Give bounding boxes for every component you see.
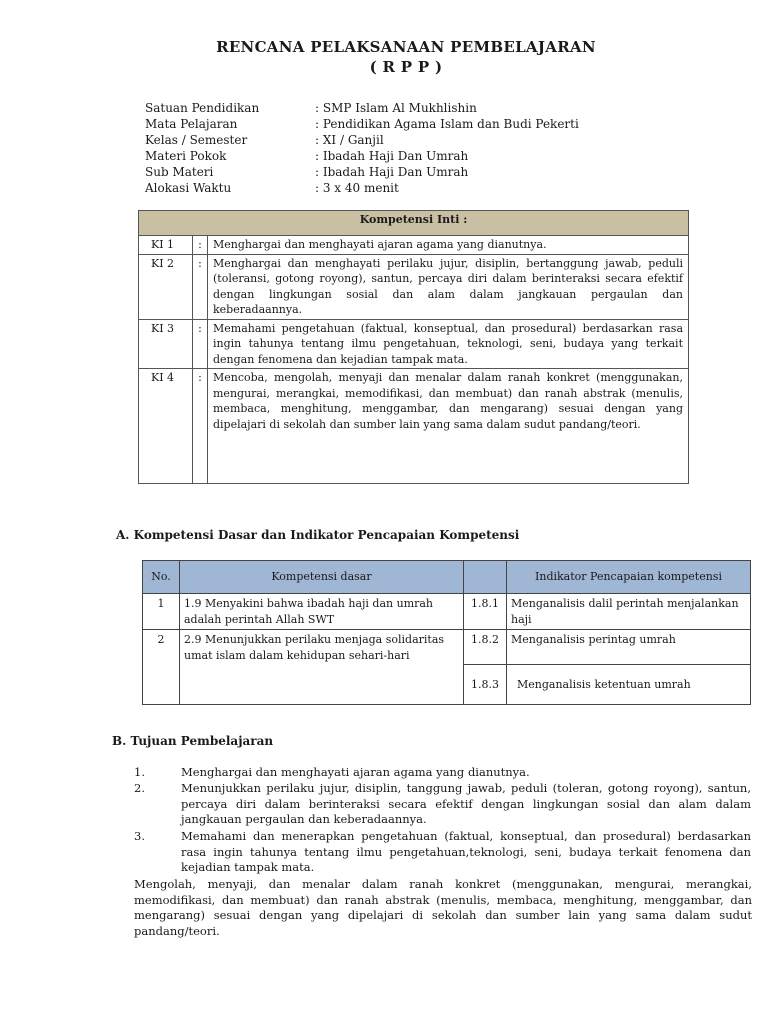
meta-row-sub-materi bbox=[145, 164, 468, 180]
ki-code: KI 3 bbox=[139, 319, 193, 369]
document-subtitle: ( R P P ) bbox=[369, 58, 443, 76]
cell-no: 1 bbox=[143, 594, 180, 630]
ki-colon: : bbox=[193, 236, 208, 255]
section-b-heading: B. Tujuan Pembelajaran bbox=[112, 734, 274, 748]
list-item bbox=[134, 765, 752, 781]
cell-indikator: Menganalisis dalil perintah menjalankan haji bbox=[507, 594, 751, 630]
ki-code: KI 2 bbox=[139, 254, 193, 319]
ki-text: Menghargai dan menghayati ajaran agama yang dianutnya. bbox=[208, 236, 689, 255]
meta-value: : 3 x 40 menit bbox=[315, 181, 399, 195]
cell-kd: 1.9 Menyakini bahwa ibadah haji dan umrah adalah perintah Allah SWT bbox=[180, 594, 464, 630]
meta-value: : Pendidikan Agama Islam dan Budi Pekerti bbox=[315, 117, 579, 131]
meta-label: Alokasi Waktu bbox=[145, 181, 232, 195]
meta-value: : Ibadah Haji Dan Umrah bbox=[315, 149, 469, 163]
list-item bbox=[134, 829, 752, 877]
list-item-text: Menghargai dan menghayati ajaran agama yang dianutnya. bbox=[181, 765, 530, 779]
list-item-number: 1. bbox=[134, 765, 145, 779]
cell-num: 1.8.3 bbox=[464, 665, 507, 705]
tujuan-paragraph: Mengolah, menyaji, dan menalar dalam ranah konkret (menggunakan, mengurai, merangkai, memodifikasi, dan membuat) dan ranah abstrak (menulis, membaca, menghitung, menggambar, dan mengarang) sesuai dengan yang dipelajari di sekolah dan sumber lain yang sama dalam sudut pandang/teori. bbox=[134, 877, 752, 938]
kompetensi-inti-header: Kompetensi Inti : bbox=[139, 211, 689, 236]
meta-label: Satuan Pendidikan bbox=[145, 101, 260, 115]
meta-value: : Ibadah Haji Dan Umrah bbox=[315, 165, 469, 179]
meta-value: : XI / Ganjil bbox=[315, 133, 384, 147]
meta-row-materi-pokok bbox=[145, 148, 468, 164]
ki-colon: : bbox=[193, 254, 208, 319]
meta-label: Sub Materi bbox=[145, 165, 214, 179]
cell-num: 1.8.2 bbox=[464, 630, 507, 665]
table-header-row bbox=[143, 561, 751, 594]
header-no: No. bbox=[143, 561, 180, 594]
header-indikator: Indikator Pencapaian kompetensi bbox=[507, 561, 751, 594]
meta-row-mapel bbox=[145, 116, 579, 132]
table-row bbox=[139, 236, 689, 255]
cell-no: 2 bbox=[143, 630, 180, 705]
ki-colon: : bbox=[193, 319, 208, 369]
table-row bbox=[139, 319, 689, 369]
kompetensi-dasar-table bbox=[142, 560, 751, 705]
document-title: RENCANA PELAKSANAAN PEMBELAJARAN bbox=[216, 38, 596, 56]
meta-label: Kelas / Semester bbox=[145, 133, 248, 147]
cell-kd: 2.9 Menunjukkan perilaku menjaga solidaritas umat islam dalam kehidupan sehari-hari bbox=[180, 630, 464, 705]
table-row bbox=[139, 369, 689, 484]
meta-label: Materi Pokok bbox=[145, 149, 227, 163]
list-item-text: Menunjukkan perilaku jujur, disiplin, tanggung jawab, peduli (toleran, gotong royong), santun, percaya diri dalam berinteraksi secara efektif dengan lingkungan sosial dan alam dalam jangkauan pergaulan dan keberadaannya. bbox=[181, 781, 751, 826]
header-num bbox=[464, 561, 507, 594]
list-item-number: 3. bbox=[134, 829, 145, 843]
kompetensi-inti-table bbox=[138, 210, 689, 484]
ki-text: Mencoba, mengolah, menyaji dan menalar dalam ranah konkret (menggunakan, mengurai, merangkai, memodifikasi, dan membuat) dan ranah abstrak (menulis, membaca, menghitung, menggambar, dan mengarang) sesuai dengan yang dipelajari di sekolah dan sumber lain yang sama dalam sudut pandang/teori. bbox=[208, 369, 689, 484]
table-row bbox=[143, 630, 751, 665]
section-a-heading: A. Kompetensi Dasar dan Indikator Pencapaian Kompetensi bbox=[116, 528, 520, 542]
meta-row-alokasi bbox=[145, 180, 399, 196]
table-row bbox=[139, 254, 689, 319]
ki-text: Memahami pengetahuan (faktual, konseptual, dan prosedural) berdasarkan rasa ingin tahunya tentang ilmu pengetahuan, teknologi, seni, budaya yang terkait dengan fenomena dan kejadian tampak mata. bbox=[208, 319, 689, 369]
list-item bbox=[134, 781, 752, 829]
meta-row-kelas bbox=[145, 132, 384, 148]
meta-row-satuan bbox=[145, 100, 477, 116]
ki-code: KI 1 bbox=[139, 236, 193, 255]
ki-code: KI 4 bbox=[139, 369, 193, 484]
ki-colon: : bbox=[193, 369, 208, 484]
meta-label: Mata Pelajaran bbox=[145, 117, 238, 131]
list-item-number: 2. bbox=[134, 781, 145, 795]
cell-num: 1.8.1 bbox=[464, 594, 507, 630]
meta-value: : SMP Islam Al Mukhlishin bbox=[315, 101, 477, 115]
ki-text: Menghargai dan menghayati perilaku jujur, disiplin, bertanggung jawab, peduli (toleransi, gotong royong), santun, percaya diri dalam berinteraksi secara efektif dengan lingkungan sosial dan alam dalam jangkauan pergaulan dan keberadaannya. bbox=[208, 254, 689, 319]
cell-indikator: Menganalisis ketentuan umrah bbox=[507, 665, 751, 705]
list-item-text: Memahami dan menerapkan pengetahuan (faktual, konseptual, dan prosedural) berdasarkan rasa ingin tahunya tentang ilmu pengetahuan,teknologi, seni, budaya terkait fenomena dan kejadian tampak mata. bbox=[181, 829, 751, 874]
header-kd: Kompetensi dasar bbox=[180, 561, 464, 594]
table-row bbox=[143, 594, 751, 630]
cell-indikator: Menganalisis perintag umrah bbox=[507, 630, 751, 665]
